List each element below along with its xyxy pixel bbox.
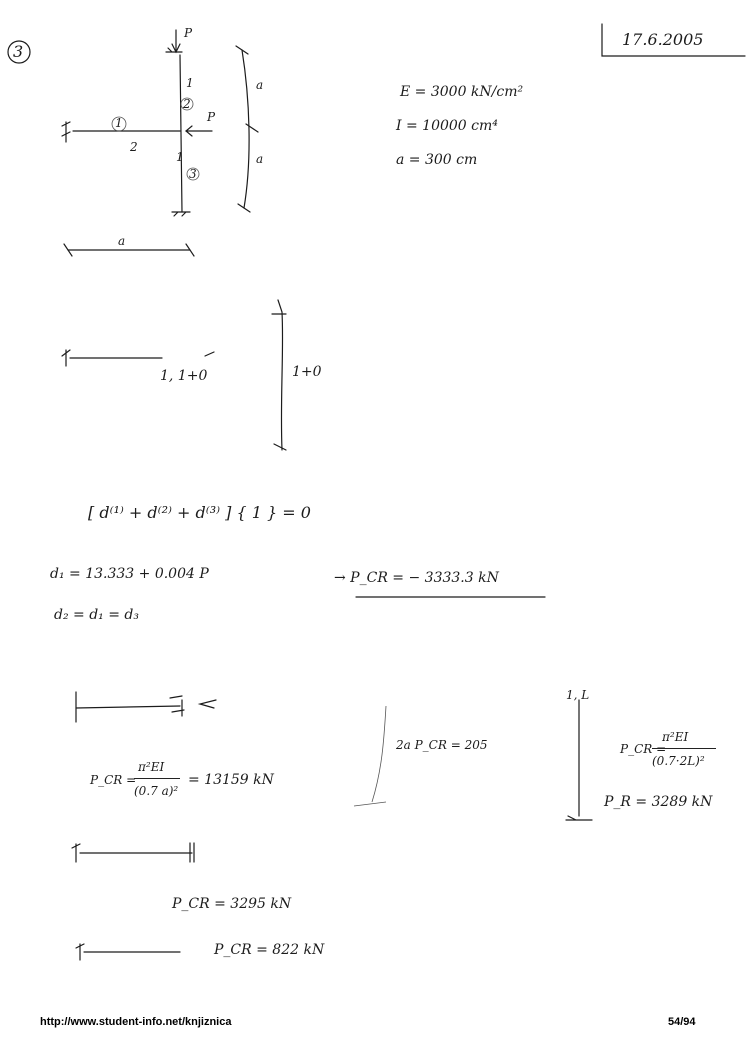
d-equality: d₂ = d₁ = d₃: [54, 607, 139, 623]
case-right-numerator: π²EI: [662, 730, 689, 744]
case1-denominator: (0.7 a)²: [134, 784, 179, 798]
frame-diagram: [62, 30, 258, 256]
case2-sketch: [72, 843, 194, 862]
case1-lhs: P_CR =: [90, 773, 137, 787]
case-right-fraction-bar: [652, 748, 716, 749]
mode-horizontal-label: 1, 1+0: [160, 368, 208, 384]
member-label-1: 1: [115, 116, 123, 130]
case1-sketch: [76, 692, 216, 722]
case-right-lhs: P_CR =: [620, 742, 667, 756]
member-label-4: 2: [183, 97, 191, 111]
case3-result: P_CR = 822 kN: [214, 942, 325, 958]
case-right-sketch: [566, 700, 592, 820]
top-load-label: P: [184, 26, 193, 40]
mode-vertical-label: 1+0: [292, 364, 322, 380]
vertical-dimension: [242, 50, 249, 208]
case3-sketch: [76, 944, 180, 960]
d1-equation: d₁ = 13.333 + 0.004 P: [50, 566, 209, 582]
dim-a-top: a: [256, 78, 264, 92]
given-E: E = 3000 kN/cm²: [400, 84, 524, 100]
page-number: 54/94: [668, 1016, 696, 1028]
stability-equation: [ d⁽¹⁾ + d⁽²⁾ + d⁽³⁾ ] { 1 } = 0: [88, 503, 311, 522]
case-mid-sketch: [354, 706, 386, 806]
case-right-top: 1, L: [566, 688, 590, 702]
case2-result: P_CR = 3295 kN: [172, 896, 292, 912]
case-mid-label: 2a P_CR = 205: [396, 738, 488, 752]
side-load-label: P: [207, 110, 216, 124]
date: 17.6.2005: [622, 30, 704, 49]
pcr-result: → P_CR = − 3333.3 kN: [334, 570, 499, 586]
bottom-support: [172, 212, 190, 216]
dim-a-bottom: a: [256, 152, 264, 166]
frame-column: [180, 55, 182, 212]
given-I: I = 10000 cm⁴: [396, 118, 498, 134]
case1-result: = 13159 kN: [188, 772, 274, 788]
member-label-3: 1: [186, 76, 194, 90]
problem-number: 3: [13, 42, 24, 61]
left-support: [62, 122, 70, 142]
given-a: a = 300 cm: [396, 152, 478, 168]
case-right-denominator: (0.7·2L)²: [652, 754, 705, 768]
case-right-result: P_R = 3289 kN: [604, 794, 713, 810]
case1-fraction-bar: [134, 778, 180, 779]
member-label-5: 3: [189, 167, 197, 181]
case1-numerator: π²EI: [138, 760, 165, 774]
member-label-2: 2: [130, 140, 138, 154]
member-label-6: 1: [176, 150, 184, 164]
dim-a-horizontal: a: [118, 234, 126, 248]
footer-url[interactable]: http://www.student-info.net/knjiznica: [40, 1016, 232, 1028]
